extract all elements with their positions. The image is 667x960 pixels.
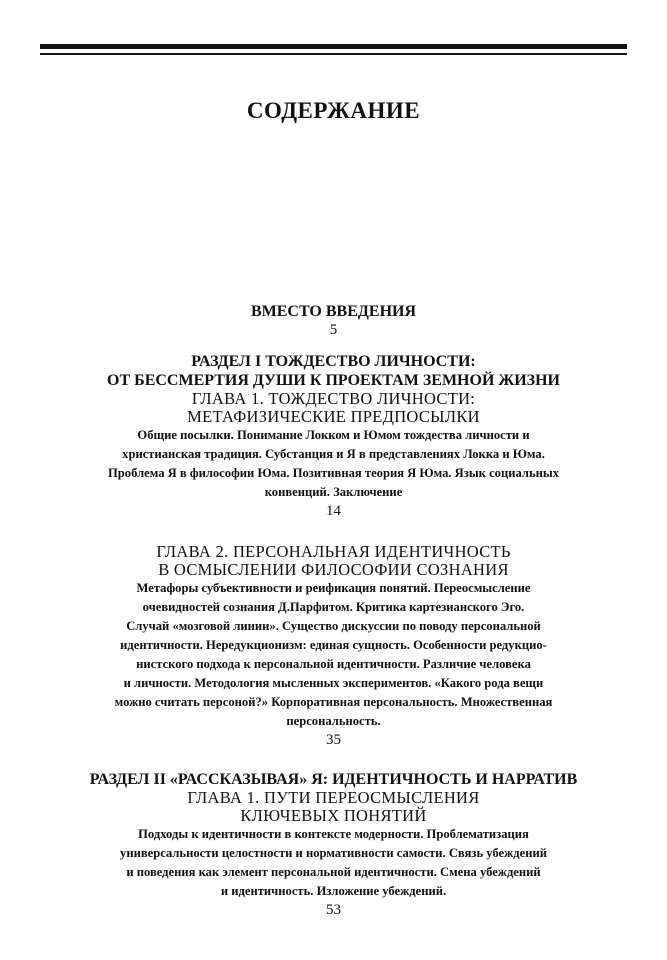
s2-chapter1-title-line2: КЛЮЧЕВЫХ ПОНЯТИЙ — [240, 806, 427, 825]
s1-chapter2-desc-line: идентичности. Нередукционизм: единая сущность. Особенности редукцио- — [120, 638, 547, 652]
s2-chapter1-desc-line: Подходы к идентичности в контексте модерности. Проблематизация — [138, 827, 529, 841]
s2-chapter1-desc-line: и идентичность. Изложение убеждений. — [220, 884, 447, 898]
top-rule-thin — [40, 53, 627, 55]
s1-chapter2-desc-line: Случай «мозговой линии». Существо дискуссии по поводу персональной — [126, 619, 541, 633]
toc-entry-intro — [30, 302, 637, 340]
s2-chapter1-desc-line: универсальности целостности и нормативности самости. Связь убеждений — [120, 846, 547, 860]
s1-chapter2-desc-line: очевидностей сознания Д.Парфитом. Критика картезианского Эго. — [142, 600, 525, 614]
s1-chapter2-desc-line: нистского подхода к персональной идентичности. Различие человека — [136, 657, 531, 671]
s2-chapter1-title-line1: ГЛАВА 1. ПУТИ ПЕРЕОСМЫСЛЕНИЯ — [187, 788, 480, 807]
s1-chapter1-desc-line: Проблема Я в философии Юма. Позитивная теория Я Юма. Язык социальных — [107, 466, 559, 480]
s1-chapter2-title-line1: ГЛАВА 2. ПЕРСОНАЛЬНАЯ ИДЕНТИЧНОСТЬ — [156, 542, 511, 561]
s1-chapter1-desc-line: христианская традиция. Субстанция и Я в представлениях Локка и Юма. — [122, 447, 545, 461]
s1-chapter2-desc-line: персональность. — [286, 714, 381, 728]
s1-chapter2-desc-line: Метафоры субъективности и реификация понятий. Переосмысление — [136, 581, 531, 595]
section2-heading: РАЗДЕЛ II «РАССКАЗЫВАЯ» Я: ИДЕНТИЧНОСТЬ И НАРРАТИВ — [89, 771, 578, 788]
s1-chapter1-title-line1: ГЛАВА 1. ТОЖДЕСТВО ЛИЧНОСТИ: — [191, 389, 476, 408]
section1-heading-line2: ОТ БЕССМЕРТИЯ ДУШИ К ПРОЕКТАМ ЗЕМНОЙ ЖИЗНИ — [107, 372, 560, 389]
s1-chapter2-page-number: 35 — [326, 732, 341, 748]
intro-heading: ВМЕСТО ВВЕДЕНИЯ — [250, 303, 417, 320]
s1-chapter1-title-line2: МЕТАФИЗИЧЕСКИЕ ПРЕДПОСЫЛКИ — [187, 407, 480, 426]
s2-chapter1-page-number: 53 — [326, 902, 341, 918]
toc-section-2 — [30, 770, 637, 920]
s1-chapter2-desc-line: и личности. Методология мысленных экспериментов. «Какого рода вещи — [123, 676, 544, 690]
toc-section-1 — [30, 352, 637, 521]
s1-chapter1-desc-line: Общие посылки. Понимание Локком и Юмом тождества личности и — [137, 428, 530, 442]
s1-chapter1-desc-line: конвенций. Заключение — [264, 485, 403, 499]
s1-chapter2-desc-line: можно считать персоной?» Корпоративная персональность. Множественная — [114, 695, 553, 709]
top-rule-thick — [40, 44, 627, 49]
toc-section-1-chapter-2 — [30, 543, 637, 750]
intro-page-number: 5 — [329, 322, 338, 338]
s1-chapter1-page-number: 14 — [326, 503, 341, 519]
s2-chapter1-desc-line: и поведения как элемент персональной идентичности. Смена убеждений — [126, 865, 541, 879]
section1-heading-line1: РАЗДЕЛ I ТОЖДЕСТВО ЛИЧНОСТИ: — [191, 353, 476, 370]
page-title: СОДЕРЖАНИЕ — [246, 98, 421, 123]
s1-chapter2-title-line2: В ОСМЫСЛЕНИИ ФИЛОСОФИИ СОЗНАНИЯ — [158, 560, 509, 579]
